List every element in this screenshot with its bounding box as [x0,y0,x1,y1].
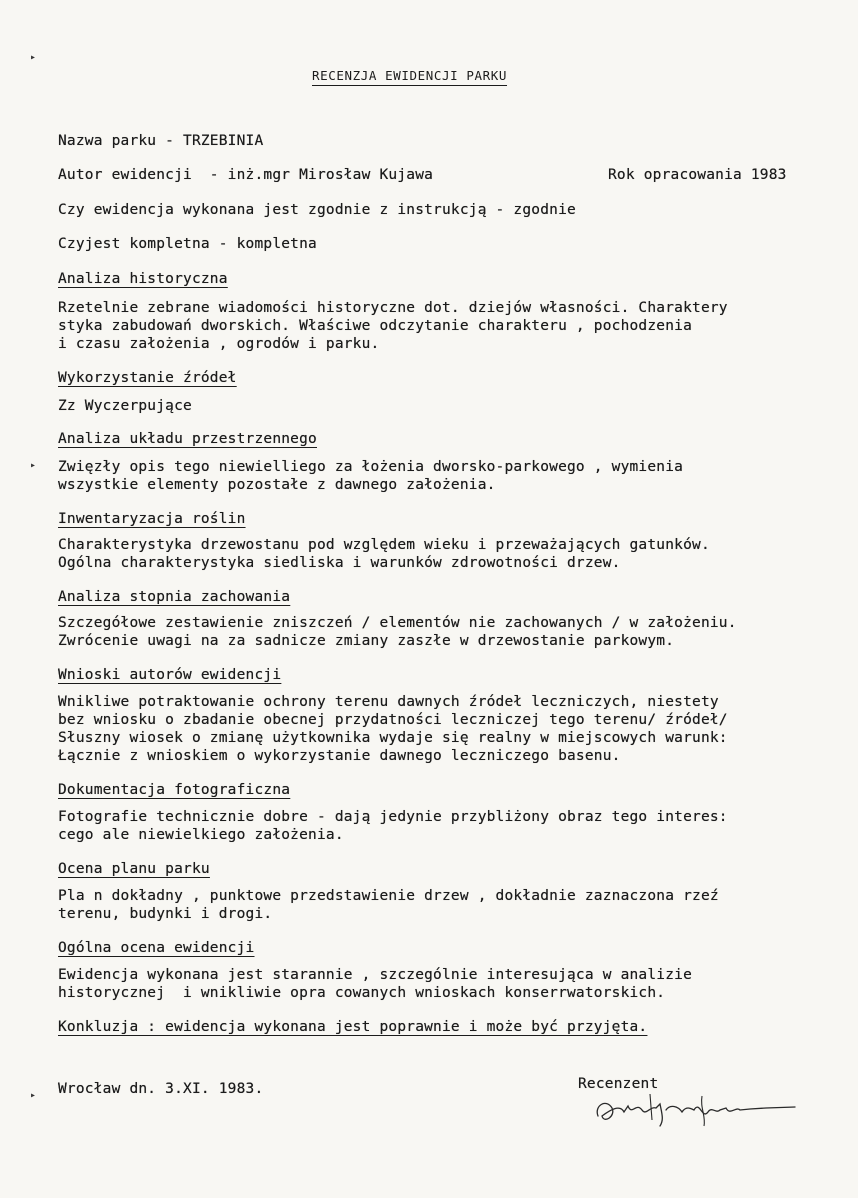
section-line: terenu, budynki i drogi. [58,906,273,922]
compliance: Czy ewidencja wykonana jest zgodnie z instrukcją - zgodnie [58,202,576,218]
section-line: Pla n dokładny , punktowe przedstawienie drzew , dokładnie zaznaczona rzeź [58,888,719,904]
section-heading: Wykorzystanie źródeł [58,370,237,386]
section-heading: Inwentaryzacja roślin [58,511,246,527]
section-heading: Ogólna ocena ewidencji [58,940,255,956]
section-line: wszystkie elementy pozostałe z dawnego założenia. [58,477,496,493]
section-line: Wnikliwe potraktowanie ochrony terenu dawnych źródeł leczniczych, niestety [58,694,719,710]
section-line: Zz Wyczerpujące [58,398,192,414]
signature [590,1086,800,1136]
section-line: Rzetelnie zebrane wiadomości historyczne dot. dziejów własności. Charaktery [58,300,728,316]
section-line: Zwięzły opis tego niewielliego za łożenia dworsko-parkowego , wymienia [58,459,684,475]
conclusion: Konkluzja : ewidencja wykonana jest poprawnie i może być przyjęta. [58,1019,648,1035]
section-line: cego ale niewielkiego założenia. [58,827,344,843]
section-line: i czasu założenia , ogrodów i parku. [58,336,380,352]
section-line: styka zabudowań dworskich. Właściwe odczytanie charakteru , pochodzenia [58,318,693,334]
section-heading: Analiza układu przestrzennego [58,431,317,447]
section-line: Ewidencja wykonana jest starannie , szczególnie interesująca w analizie [58,967,693,983]
margin-mark: ▸ [30,1090,37,1101]
section-heading: Wnioski autorów ewidencji [58,667,282,683]
year: Rok opracowania 1983 [608,167,787,183]
section-heading: Analiza stopnia zachowania [58,589,291,605]
section-line: Charakterystyka drzewostanu pod względem wieku i przeważających gatunków. [58,537,710,553]
section-line: Fotografie technicznie dobre - dają jedynie przybliżony obraz tego interes: [58,809,728,825]
section-line: Słuszny wiosek o zmianę użytkownika wydaje się realny w miejscowych warunk: [58,730,728,746]
margin-mark: ▸ [30,460,37,471]
section-heading: Dokumentacja fotograficzna [58,782,291,798]
section-heading: Ocena planu parku [58,861,210,877]
author: Autor ewidencji - inż.mgr Mirosław Kujawa [58,167,434,183]
section-line: Zwrócenie uwagi na za sadnicze zmiany zaszłe w drzewostanie parkowym. [58,633,675,649]
document-title: RECENZJA EWIDENCJI PARKU [312,68,508,83]
section-line: Szczegółowe zestawienie zniszczeń / elementów nie zachowanych / w założeniu. [58,615,737,631]
section-line: historycznej i wnikliwie opra cowanych wnioskach konserrwatorskich. [58,985,666,1001]
margin-mark: ▸ [30,52,37,63]
section-line: bez wniosku o zbadanie obecnej przydatności leczniczej tego terenu/ źródeł/ [58,712,728,728]
section-heading: Analiza historyczna [58,271,228,287]
place-date: Wrocław dn. 3.XI. 1983. [58,1081,264,1097]
section-line: Ogólna charakterystyka siedliska i warunków zdrowotności drzew. [58,555,621,571]
completeness: Czyjest kompletna - kompletna [58,236,317,252]
park-name: Nazwa parku - TRZEBINIA [58,133,264,149]
section-line: Łącznie z wnioskiem o wykorzystanie dawnego leczniczego basenu. [58,748,621,764]
reviewer-label: Recenzent [578,1076,659,1092]
